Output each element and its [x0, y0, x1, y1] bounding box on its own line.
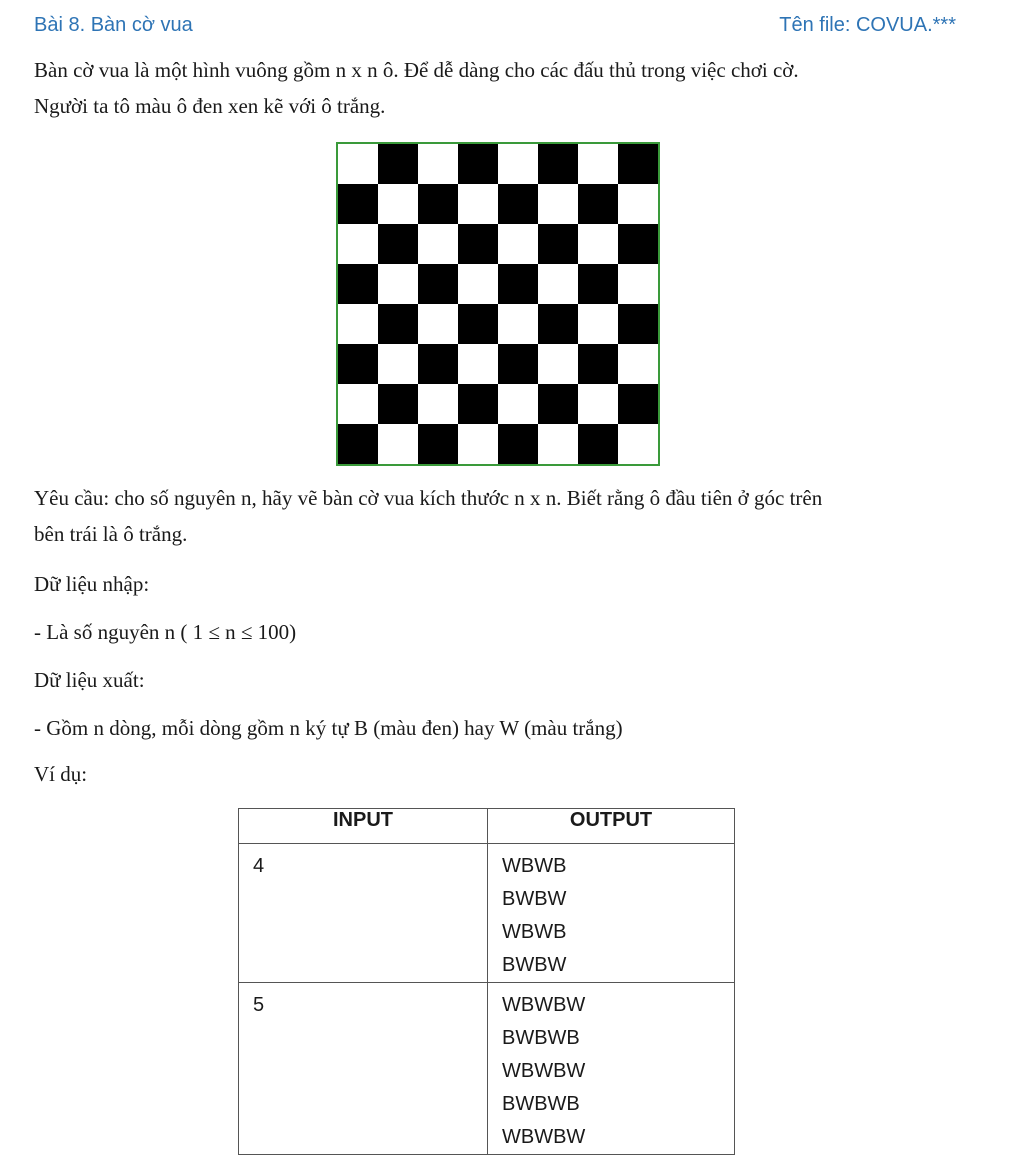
output-line: WBWBW: [502, 1060, 586, 1082]
output-line: WBWBW: [502, 1126, 586, 1148]
board-square: [578, 424, 618, 464]
input-value: 4: [253, 855, 265, 877]
board-square: [578, 264, 618, 304]
board-square: [338, 264, 378, 304]
board-square: [458, 304, 498, 344]
board-square: [618, 144, 658, 184]
board-square: [578, 224, 618, 264]
board-square: [338, 144, 378, 184]
board-square: [458, 264, 498, 304]
board-square: [618, 424, 658, 464]
board-square: [498, 184, 538, 224]
board-square: [538, 384, 578, 424]
board-square: [578, 184, 618, 224]
input-heading: Dữ liệu nhập:: [34, 572, 150, 596]
table-row: [239, 844, 735, 983]
board-square: [498, 224, 538, 264]
board-square: [618, 184, 658, 224]
board-square: [378, 384, 418, 424]
board-square: [458, 144, 498, 184]
input-column-header: INPUT: [239, 809, 488, 844]
output-column-header: OUTPUT: [488, 809, 735, 844]
board-square: [418, 144, 458, 184]
board-square: [538, 224, 578, 264]
board-square: [418, 184, 458, 224]
board-square: [458, 224, 498, 264]
board-square: [418, 304, 458, 344]
board-square: [338, 344, 378, 384]
example-heading: Ví dụ:: [34, 762, 88, 786]
board-square: [498, 424, 538, 464]
table-header-row: [239, 809, 735, 844]
output-line: BWBW: [502, 954, 567, 976]
input-value: 5: [253, 994, 265, 1016]
board-square: [498, 344, 538, 384]
board-square: [498, 384, 538, 424]
board-square: [338, 184, 378, 224]
header: [34, 10, 956, 42]
board-square: [618, 224, 658, 264]
output-line: WBWBW: [502, 994, 586, 1016]
board-square: [618, 264, 658, 304]
board-square: [538, 344, 578, 384]
output-line: BWBWB: [502, 1027, 580, 1049]
board-square: [458, 384, 498, 424]
board-square: [538, 424, 578, 464]
output-cell: [488, 844, 735, 983]
board-square: [418, 384, 458, 424]
example-table: [238, 808, 735, 1155]
requirement-line-1: Yêu cầu: cho số nguyên n, hãy vẽ bàn cờ vua kích thước n x n. Biết rằng ô đầu tiên ở góc trên: [34, 486, 823, 510]
board-square: [338, 304, 378, 344]
board-square: [418, 344, 458, 384]
output-description: - Gồm n dòng, mỗi dòng gồm n ký tự B (màu đen) hay W (màu trắng): [34, 716, 623, 740]
board-square: [338, 424, 378, 464]
output-line: BWBW: [502, 888, 567, 910]
board-square: [378, 304, 418, 344]
output-line: BWBWB: [502, 1093, 580, 1115]
board-square: [378, 344, 418, 384]
board-square: [378, 144, 418, 184]
board-square: [378, 184, 418, 224]
example-table-body: [239, 844, 735, 1155]
board-square: [378, 424, 418, 464]
board-square: [378, 224, 418, 264]
board-square: [578, 304, 618, 344]
board-square: [618, 384, 658, 424]
board-square: [458, 424, 498, 464]
output-heading: Dữ liệu xuất:: [34, 668, 145, 692]
board-square: [498, 144, 538, 184]
board-square: [338, 224, 378, 264]
table-row: [239, 983, 735, 1155]
board-square: [538, 304, 578, 344]
intro-line-1: Bàn cờ vua là một hình vuông gồm n x n ô. Để dễ dàng cho các đấu thủ trong việc chơi cờ.: [34, 58, 799, 82]
board-square: [418, 264, 458, 304]
board-square: [338, 384, 378, 424]
output-cell: [488, 983, 735, 1155]
input-description: - Là số nguyên n ( 1 ≤ n ≤ 100): [34, 620, 297, 644]
board-square: [458, 184, 498, 224]
intro-line-2: Người ta tô màu ô đen xen kẽ với ô trắng.: [34, 94, 386, 118]
chessboard: [336, 142, 660, 466]
board-square: [578, 384, 618, 424]
board-square: [618, 304, 658, 344]
board-square: [378, 264, 418, 304]
board-square: [618, 344, 658, 384]
board-square: [538, 144, 578, 184]
board-square: [458, 344, 498, 384]
board-square: [498, 304, 538, 344]
board-square: [498, 264, 538, 304]
file-name: Tên file: COVUA.***: [779, 14, 956, 36]
requirement-line-2: bên trái là ô trắng.: [34, 522, 188, 546]
board-square: [418, 424, 458, 464]
board-square: [418, 224, 458, 264]
board-square: [578, 344, 618, 384]
output-line: WBWB: [502, 921, 567, 943]
input-cell: [239, 983, 488, 1155]
problem-title: Bài 8. Bàn cờ vua: [34, 14, 193, 36]
input-cell: [239, 844, 488, 983]
board-square: [538, 264, 578, 304]
board-square: [538, 184, 578, 224]
board-square: [578, 144, 618, 184]
output-line: WBWB: [502, 855, 567, 877]
